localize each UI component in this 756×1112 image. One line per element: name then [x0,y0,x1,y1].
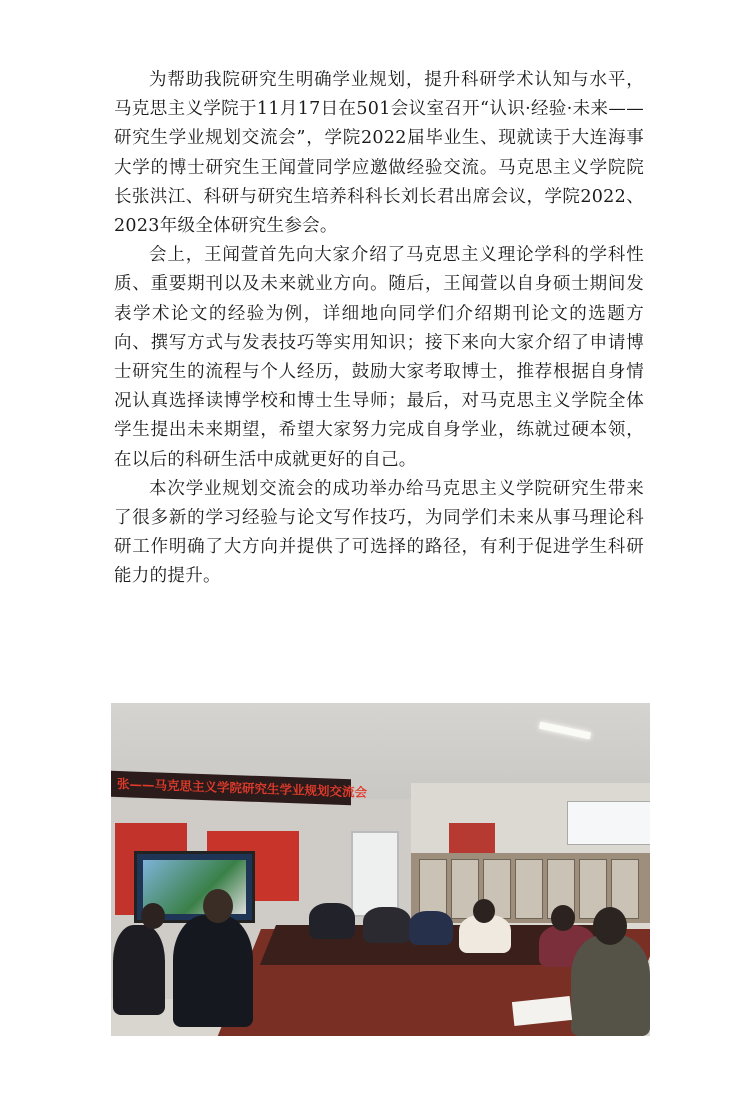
photo-person-head [473,899,495,923]
paragraph-meeting-content: 会上，王闻萱首先向大家介绍了马克思主义理论学科的学科性质、重要期刊以及未来就业方向。随后，王闻萱以自身硕士期间发表学术论文的经验为例，详细地向同学们介绍期刊论文的选题方向、撰写方式与发表技巧等实用知识；接下来向大家介绍了申请博士研究生的流程与个人经历，鼓励大家考取博士，推荐根据自身情况认真选择读博学校和博士生导师；最后，对马克思主义学院全体学生提出未来期望，希望大家努力完成自身学业，练就过硬本领，在以后的科研生活中成就更好的自己。 [114,245,644,470]
photo-person-head [551,905,575,931]
photo-person-head [141,903,165,929]
photo-person [409,911,453,945]
photo-person [173,915,253,1027]
photo-person-head [203,889,233,923]
photo-person [113,925,165,1015]
photo-window [567,801,650,845]
paragraph-intro: 为帮助我院研究生明确学业规划，提升科研学术认知与水平，马克思主义学院于11月17日在501会议室召开“认识·经验·未来——研究生学业规划交流会”，学院2022届毕业生、现就读于大连海事大学的博士研究生王闻萱同学应邀做经验交流。马克思主义学院院长张洪江、科研与研究生培养科科长刘长君出席会议，学院2022、2023年级全体研究生参会。 [114,70,644,237]
photo-person [309,903,355,939]
article-body [114,66,644,592]
paragraph-conclusion: 本次学业规划交流会的成功举办给马克思主义学院研究生带来了很多新的学习经验与论文写作技巧，为同学们未来从事马理论科研工作明确了大方向并提供了可选择的路径，有利于促进学生科研能力的提升。 [114,478,644,587]
photo-person [571,935,650,1036]
photo-person-head [593,907,627,945]
photo-window [351,831,399,917]
photo-banner-text: 张——马克思主义学院研究生学业规划交流会 [117,776,368,800]
photo-red-panel [449,823,495,857]
photo-person [363,907,411,943]
meeting-photo [111,703,650,1036]
